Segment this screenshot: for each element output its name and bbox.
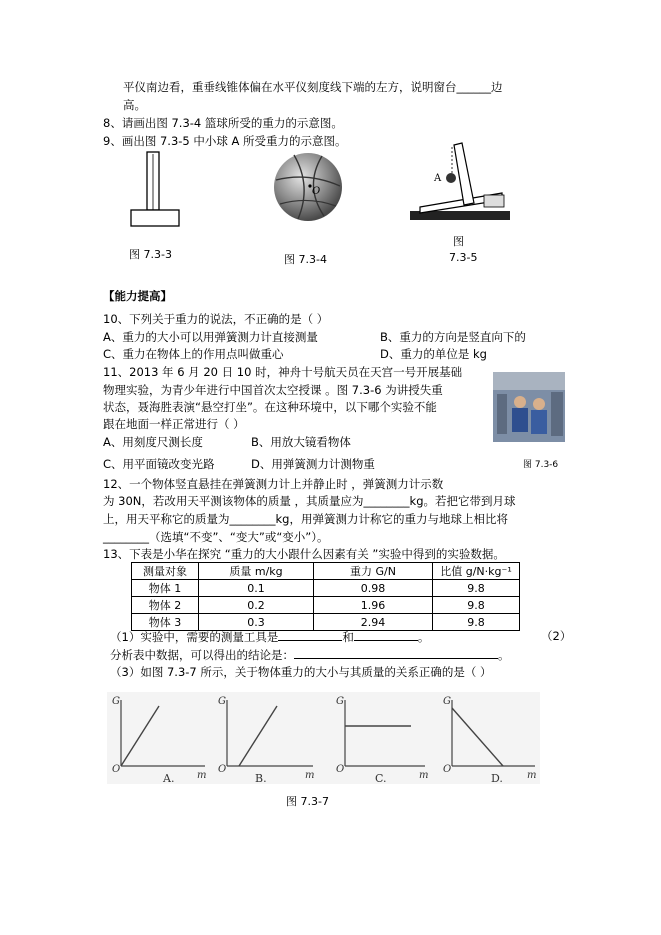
q13-part-1-text: （1）实验中，需要的测量工具是: [110, 630, 279, 644]
figure-7-3-6-photo: [493, 372, 565, 442]
q10-option-b: B、重力的方向是竖直向下的: [380, 330, 526, 344]
svg-text:m: m: [419, 770, 429, 781]
figure-7-3-4-caption: 图 7.3-4: [284, 253, 327, 266]
q11-line-3: 状态，聂海胜表演“悬空打坐”。在这种环境中，以下哪个实验不能: [103, 400, 437, 414]
answer-blank-1[interactable]: [278, 628, 342, 641]
q11-option-c: C、用平面镜改变光路: [103, 457, 215, 471]
question-8: 8、请画出图 7.3-4 篮球所受的重力的示意图。: [103, 116, 343, 130]
svg-text:O: O: [112, 764, 121, 775]
section-title: 【能力提高】: [103, 289, 172, 303]
figure-7-3-4-basketball: [272, 150, 344, 224]
figure-7-3-6-caption: 图 7.3-6: [523, 460, 559, 470]
question-10: 10、下列关于重力的说法，不正确的是（ ）: [103, 312, 329, 326]
svg-text:O: O: [443, 764, 452, 775]
q13-part-2-text: 分析表中数据，可以得出的结论是：: [110, 648, 294, 662]
table-cell: 0.3: [199, 614, 314, 631]
figure-7-3-5-incline: [406, 137, 512, 227]
table-header: 重力 G/N: [314, 563, 433, 580]
table-cell: 0.98: [314, 580, 433, 597]
table-header: 测量对象: [132, 563, 199, 580]
q10-option-c: C、重力在物体上的作用点叫做重心: [103, 347, 284, 361]
q13-part-1: [110, 628, 429, 646]
q7-line-1: 平仪南边看，重垂线锥体偏在水平仪刻度线下端的左方，说明窗台______边: [123, 80, 503, 94]
graph-d: [443, 696, 536, 784]
table-cell: 9.8: [433, 597, 520, 614]
svg-text:G: G: [218, 696, 226, 707]
table-cell: 物体 1: [132, 580, 199, 597]
svg-text:G: G: [443, 696, 451, 707]
svg-text:C.: C.: [375, 772, 387, 784]
q10-option-a: A、重力的大小可以用弹簧测力计直接测量: [103, 330, 318, 344]
table-header: 比值 g/N·kg⁻¹: [433, 563, 520, 580]
table-cell: 2.94: [314, 614, 433, 631]
answer-blank-2[interactable]: [354, 628, 418, 641]
svg-text:m: m: [527, 770, 537, 781]
table-cell: 0.2: [199, 597, 314, 614]
svg-text:A.: A.: [163, 772, 175, 784]
q13-part-1-end: 。: [417, 630, 430, 644]
figure-7-3-7-graphs: [107, 692, 540, 784]
table-cell: 0.1: [199, 580, 314, 597]
figure-7-3-5-caption-1: 图: [453, 235, 464, 248]
table-row: [132, 580, 520, 597]
q12-line-1: 12、一个物体竖直悬挂在弹簧测力计上并静止时 ，弹簧测力计示数: [103, 477, 444, 491]
q7-line-2: 高。: [123, 98, 146, 112]
graph-a: [112, 696, 206, 784]
figure-7-3-3-caption: 图 7.3-3: [129, 248, 172, 261]
q10-option-d: D、重力的单位是 kg: [380, 347, 487, 361]
table-cell: 9.8: [433, 614, 520, 631]
q13-part-2: [110, 646, 510, 664]
question-9: 9、画出图 7.3-5 中小球 A 所受重力的示意图。: [103, 134, 347, 148]
q13-part-2-end: 。: [498, 648, 510, 662]
q11-line-2: 物理实验，为青少年进行中国首次太空授课 。图 7.3-6 为讲授失重: [103, 383, 443, 397]
table-cell: 物体 2: [132, 597, 199, 614]
ball-a-label: A: [434, 173, 442, 184]
table-cell: 物体 3: [132, 614, 199, 631]
q11-option-a: A、用刻度尺测长度: [103, 435, 203, 449]
graph-c: [336, 696, 428, 784]
answer-blank-3[interactable]: [294, 646, 498, 659]
svg-text:O: O: [218, 764, 227, 775]
table-header: 质量 m/kg: [199, 563, 314, 580]
question-13: 13、下表是小华在探究 “重力的大小跟什么因素有关 ”实验中得到的实验数据。: [103, 547, 505, 561]
table-cell: 1.96: [314, 597, 433, 614]
q13-part-2-number: （2）: [541, 629, 572, 643]
figure-7-3-5-caption-2: 7.3-5: [449, 251, 478, 264]
table-cell: 9.8: [433, 580, 520, 597]
q11-option-d: D、用弹簧测力计测物重: [251, 457, 375, 471]
svg-text:O: O: [336, 764, 345, 775]
svg-text:G: G: [112, 696, 120, 707]
q11-option-b: B、用放大镜看物体: [251, 435, 351, 449]
q12-line-2: 为 30N，若改用天平测该物体的质量 ，其质量应为________kg。若把它带到月球: [103, 494, 516, 508]
figure-7-3-7-caption: 图 7.3-7: [286, 795, 329, 808]
svg-text:G: G: [336, 696, 344, 707]
table-header-row: [132, 563, 520, 580]
q11-line-1: 11、2013 年 6 月 20 日 10 时，神舟十号航天员在天宫一号开展基础: [103, 365, 463, 379]
table-row: [132, 597, 520, 614]
svg-text:B.: B.: [255, 772, 267, 784]
svg-text:m: m: [305, 770, 315, 781]
figure-7-3-3-stand: [125, 150, 187, 230]
q11-line-4: 跟在地面一样正常进行（ ）: [103, 417, 245, 431]
svg-text:D.: D.: [491, 772, 503, 784]
svg-text:m: m: [197, 770, 207, 781]
q13-part-3: （3）如图 7.3-7 所示，关于物体重力的大小与其质量的关系正确的是（ ）: [110, 665, 492, 679]
ball-center-label: O: [312, 186, 321, 197]
q12-line-3: 上，用天平称它的质量为________kg，用弹簧测力计称它的重力与地球上相比将: [103, 512, 508, 526]
q13-part-1-and: 和: [342, 630, 354, 644]
graph-b: [218, 696, 314, 784]
data-table: [131, 562, 520, 631]
q12-line-4: ________（选填“不变”、“变大”或“变小”）。: [103, 530, 329, 544]
